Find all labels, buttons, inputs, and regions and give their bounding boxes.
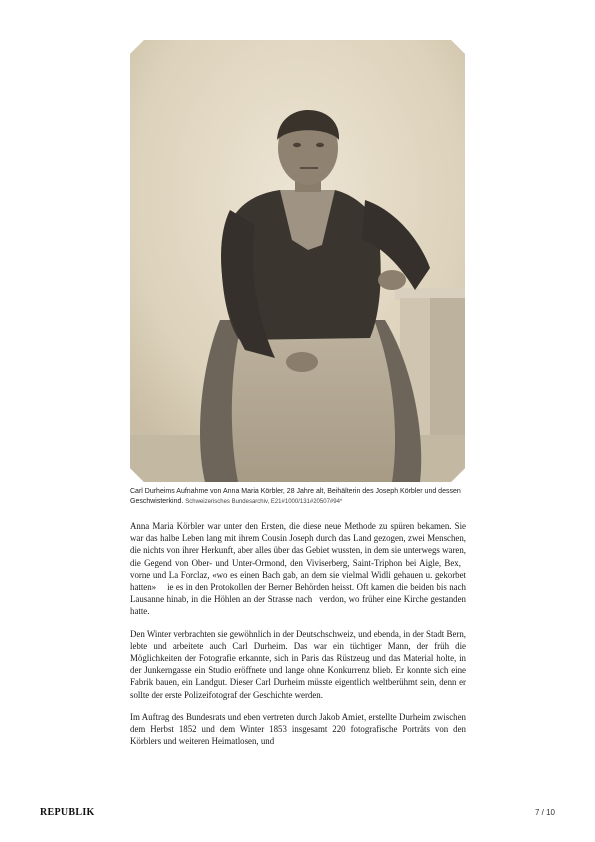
paragraph: Im Auftrag des Bundesrats und eben vertreten durch Jakob Amiet, erstellte Durheim zwischen dem Herbst 1852 und dem Winter 1853 insgesamt 220 fotografische Porträts von den Körblers und weiteren Heimatlosen, und [130, 711, 466, 747]
caption-source: Schweizerisches Bundesarchiv, E21#1000/131#20507#94* [185, 499, 343, 505]
page-number: 7 / 10 [534, 808, 555, 817]
portrait-illustration [130, 40, 465, 482]
portrait-photo [130, 40, 465, 482]
photo-caption [130, 487, 470, 507]
article-body [130, 520, 466, 757]
paragraph: Den Winter verbrachten sie gewöhnlich in der Deutschschweiz, und ebenda, in der Stadt Bern, lebte und arbeitete auch Carl Durheim. Das war ein tüchtiger Mann, der früh die Möglichkeiten der Fotografie erkannte, sich in Paris das Rüstzeug und das Material holte, in der Junkerngasse ein Studio eröffnete und lange ohne Konkurrenz blieb. Er konnte sich eine Fabrik bauen, ein Landgut. Dieser Carl Durheim müsste eigentlich weltberühmt sein, denn er sollte der erste Polizeifotograf der Geschichte werden. [130, 628, 466, 700]
paragraph: Anna Maria Körbler war unter den Ersten, die diese neue Methode zu spüren bekamen. Sie war das halbe Leben lang mit ihrem Cousin Joseph durch das Land gezogen, zwei Menschen, die nichts von ihrer Herkunft, aber alles über das Gebiet wussten, in dem sie unterwegs waren, die Gegend von Ober- und Unter-Ormond, den Viviserberg, Saint-Triphon bei Aigle, Bex, vorne und La Forclaz, «wo es einen Bach gab, an dem sie vielmal Widli gehauen u. gekorbet hatten» ie es in den Protokollen der Berner Behörden heisst. Oft kamen die beiden bis nach Lausanne hinab, in die Höhlen an der Strasse nach verdon, wo früher eine Kirche gestanden hatte. [130, 521, 466, 617]
caption-text: Carl Durheims Aufnahme von Anna Maria Körbler, 28 Jahre alt, Beihälterin des Joseph Körbler und dessen Geschwisterkind. [130, 488, 461, 505]
publication-logo: REPUBLIK [40, 807, 95, 818]
